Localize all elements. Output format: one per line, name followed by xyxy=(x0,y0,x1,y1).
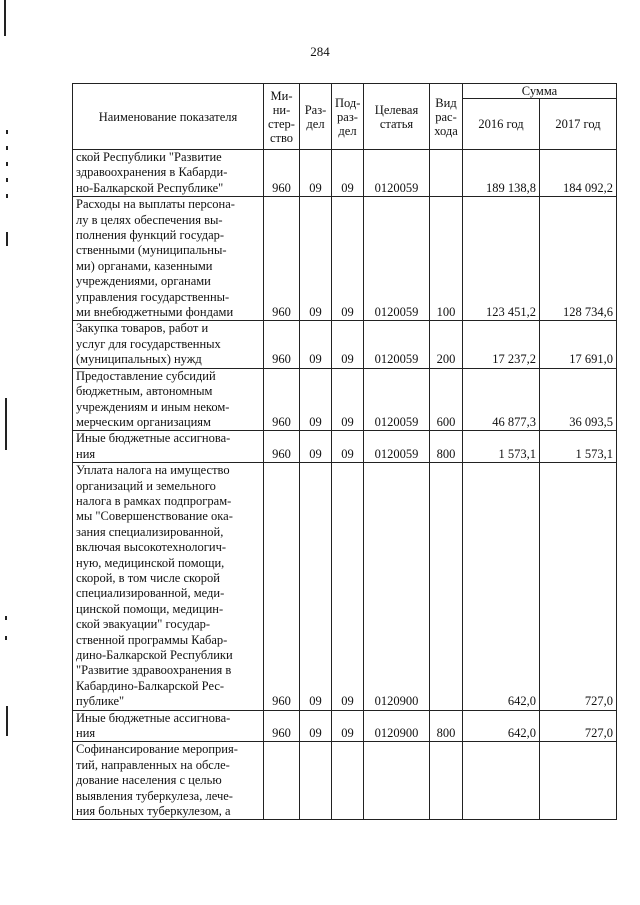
row-section: 09 xyxy=(300,321,332,368)
row-2016: 17 237,2 xyxy=(463,321,540,368)
header-name: Наименование показателя xyxy=(73,84,264,150)
row-2017: 128 734,6 xyxy=(540,197,617,321)
row-2016 xyxy=(463,742,540,820)
page-number: 284 xyxy=(310,44,330,59)
row-target: 0120900 xyxy=(364,710,430,742)
row-2016: 46 877,3 xyxy=(463,368,540,431)
table-row xyxy=(73,710,617,742)
row-subsection: 09 xyxy=(332,150,364,197)
row-expense: 800 xyxy=(430,431,463,463)
row-name: Уплата налога на имущество организаций и земельного налога в рамках подпрограм- мы "Совершенствование ока- зания специализированной, включая высокотехнологич- ную, медицинской помощи, скорой, в том числе скорой специализированной, меди- цинской помощи, медицин- ской эвакуации" государ- ственной программы Кабар- дино-Балкарской Республики "Развитие здравоохранения в Кабардино-Балкарской Рес- публике" xyxy=(73,463,264,711)
row-name: ской Республики "Развитие здравоохранения в Кабарди- но-Балкарской Республике" xyxy=(73,150,264,197)
row-2017: 17 691,0 xyxy=(540,321,617,368)
row-2017: 727,0 xyxy=(540,463,617,711)
row-name: Расходы на выплаты персона- лу в целях обеспечения вы- полнения функций государ- ственными (муниципальны- ми) органами, казенными учреждениями, органами управления государственны- ми внебюджетными фондами xyxy=(73,197,264,321)
row-subsection: 09 xyxy=(332,463,364,711)
scan-edge-mark xyxy=(5,616,7,620)
budget-table xyxy=(72,83,617,820)
row-subsection: 09 xyxy=(332,197,364,321)
table-row xyxy=(73,431,617,463)
header-target: Целевая статья xyxy=(364,84,430,150)
row-2017: 184 092,2 xyxy=(540,150,617,197)
header-year-2017: 2017 год xyxy=(540,99,617,150)
table-row xyxy=(73,197,617,321)
row-target: 0120059 xyxy=(364,321,430,368)
row-target: 0120900 xyxy=(364,463,430,711)
row-subsection: 09 xyxy=(332,710,364,742)
row-ministry: 960 xyxy=(264,463,300,711)
row-expense xyxy=(430,150,463,197)
row-2016: 1 573,1 xyxy=(463,431,540,463)
row-2016: 642,0 xyxy=(463,710,540,742)
header-subsection: Под- раз- дел xyxy=(332,84,364,150)
row-target xyxy=(364,742,430,820)
row-section: 09 xyxy=(300,150,332,197)
row-section: 09 xyxy=(300,463,332,711)
scan-edge-mark xyxy=(5,636,7,640)
row-expense xyxy=(430,742,463,820)
row-2016: 189 138,8 xyxy=(463,150,540,197)
row-ministry: 960 xyxy=(264,710,300,742)
row-section: 09 xyxy=(300,710,332,742)
scan-edge-mark xyxy=(6,146,8,150)
row-expense xyxy=(430,463,463,711)
row-section: 09 xyxy=(300,368,332,431)
row-2017: 36 093,5 xyxy=(540,368,617,431)
row-2017: 727,0 xyxy=(540,710,617,742)
scan-edge-mark xyxy=(6,130,8,134)
row-2017: 1 573,1 xyxy=(540,431,617,463)
table-row xyxy=(73,368,617,431)
row-ministry: 960 xyxy=(264,197,300,321)
row-target: 0120059 xyxy=(364,431,430,463)
row-name: Закупка товаров, работ и услуг для государственных (муниципальных) нужд xyxy=(73,321,264,368)
table-row xyxy=(73,150,617,197)
row-expense: 100 xyxy=(430,197,463,321)
row-subsection: 09 xyxy=(332,368,364,431)
row-subsection: 09 xyxy=(332,431,364,463)
row-2017 xyxy=(540,742,617,820)
row-ministry xyxy=(264,742,300,820)
scan-edge-mark xyxy=(4,0,6,36)
row-expense: 600 xyxy=(430,368,463,431)
header-expense: Вид рас- хода xyxy=(430,84,463,150)
scan-edge-mark xyxy=(6,162,8,166)
row-section: 09 xyxy=(300,197,332,321)
row-ministry: 960 xyxy=(264,150,300,197)
row-name: Иные бюджетные ассигнова- ния xyxy=(73,710,264,742)
table-row xyxy=(73,742,617,820)
scan-edge-mark xyxy=(6,194,8,198)
row-name: Иные бюджетные ассигнова- ния xyxy=(73,431,264,463)
row-2016: 642,0 xyxy=(463,463,540,711)
scan-edge-mark xyxy=(6,232,8,246)
row-expense: 200 xyxy=(430,321,463,368)
row-subsection xyxy=(332,742,364,820)
header-ministry: Ми- ни- стер- ство xyxy=(264,84,300,150)
row-ministry: 960 xyxy=(264,321,300,368)
row-name: Предоставление субсидий бюджетным, автономным учреждениям и иным неком- мерческим организациям xyxy=(73,368,264,431)
row-ministry: 960 xyxy=(264,431,300,463)
row-ministry: 960 xyxy=(264,368,300,431)
table-row xyxy=(73,321,617,368)
row-target: 0120059 xyxy=(364,368,430,431)
scan-edge-mark xyxy=(5,398,7,450)
row-section xyxy=(300,742,332,820)
row-2016: 123 451,2 xyxy=(463,197,540,321)
header-section: Раз- дел xyxy=(300,84,332,150)
scan-edge-mark xyxy=(6,178,8,182)
row-target: 0120059 xyxy=(364,150,430,197)
scan-edge-mark xyxy=(6,706,8,736)
header-sum: Сумма xyxy=(463,84,617,99)
row-name: Софинансирование мероприя- тий, направленных на обсле- дование населения с целью выявления туберкулеза, лече- ния больных туберкулезом, а xyxy=(73,742,264,820)
header-year-2016: 2016 год xyxy=(463,99,540,150)
row-expense: 800 xyxy=(430,710,463,742)
row-target: 0120059 xyxy=(364,197,430,321)
table-row xyxy=(73,463,617,711)
row-section: 09 xyxy=(300,431,332,463)
row-subsection: 09 xyxy=(332,321,364,368)
